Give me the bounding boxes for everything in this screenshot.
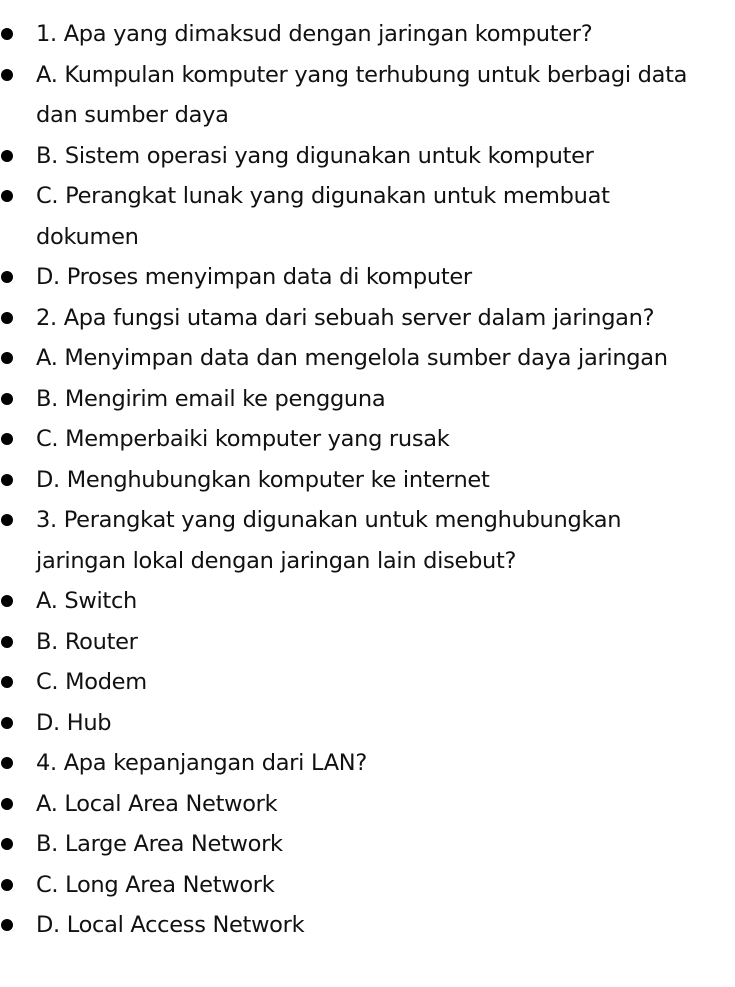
bullet-icon: [1, 798, 13, 810]
list-item: [0, 55, 735, 136]
bullet-icon: [1, 757, 13, 769]
list-item-text: C. Modem: [36, 669, 147, 695]
bullet-icon: [1, 595, 13, 607]
list-item-text: D. Hub: [36, 709, 112, 736]
bullet-icon: [1, 352, 13, 364]
list-item: [0, 905, 735, 946]
list-item: [0, 581, 735, 622]
bullet-icon: [1, 28, 13, 40]
list-item-text: A. Kumpulan komputer yang terhubung untuk berbagi data dan sumber daya: [36, 61, 688, 128]
list-item: [0, 865, 735, 906]
bullet-icon: [1, 879, 13, 891]
list-item-text: 2. Apa fungsi utama dari sebuah server dalam jaringan?: [36, 304, 655, 331]
list-item-text: B. Router: [36, 628, 138, 655]
list-item-text: D. Menghubungkan komputer ke internet: [36, 466, 490, 493]
list-item: [0, 379, 735, 420]
bullet-icon: [1, 69, 13, 81]
list-item: [0, 743, 735, 784]
list-item: [0, 784, 735, 825]
list-item-text: 1. Apa yang dimaksud dengan jaringan komputer?: [36, 21, 593, 47]
list-item: [0, 257, 735, 298]
list-item: [0, 460, 735, 501]
bullet-icon: [1, 393, 13, 405]
list-item-text: A. Switch: [36, 588, 137, 614]
bullet-icon: [1, 717, 13, 729]
list-item: [0, 622, 735, 663]
list-item: [0, 824, 735, 865]
list-item-text: B. Mengirim email ke pengguna: [36, 385, 386, 412]
list-item: [0, 136, 735, 177]
list-item: [0, 703, 735, 744]
bullet-icon: [1, 838, 13, 850]
bullet-icon: [1, 514, 13, 526]
list-item-text: 3. Perangkat yang digunakan untuk menghubungkan jaringan lokal dengan jaringan lain disebut?: [36, 507, 622, 574]
list-item-text: 4. Apa kepanjangan dari LAN?: [36, 750, 367, 776]
list-item-text: D. Local Access Network: [36, 912, 305, 938]
list-item: [0, 419, 735, 460]
bullet-icon: [1, 636, 13, 648]
bullet-icon: [1, 271, 13, 283]
list-item: [0, 176, 735, 257]
bullet-icon: [1, 433, 13, 445]
list-item: [0, 14, 735, 55]
list-item-text: C. Long Area Network: [36, 871, 275, 898]
list-item-text: B. Sistem operasi yang digunakan untuk komputer: [36, 142, 594, 169]
question-list: [0, 14, 735, 946]
list-item-text: B. Large Area Network: [36, 831, 283, 857]
bullet-icon: [1, 190, 13, 202]
list-item-text: C. Memperbaiki komputer yang rusak: [36, 426, 450, 452]
list-item: [0, 500, 735, 581]
list-item: [0, 338, 735, 379]
list-item-text: A. Local Area Network: [36, 790, 278, 817]
list-item: [0, 662, 735, 703]
list-item: [0, 298, 735, 339]
list-item-text: C. Perangkat lunak yang digunakan untuk membuat dokumen: [36, 183, 610, 250]
bullet-icon: [1, 919, 13, 931]
bullet-icon: [1, 676, 13, 688]
bullet-icon: [1, 150, 13, 162]
list-item-text: D. Proses menyimpan data di komputer: [36, 264, 472, 290]
bullet-icon: [1, 474, 13, 486]
list-item-text: A. Menyimpan data dan mengelola sumber daya jaringan: [36, 345, 668, 371]
bullet-icon: [1, 312, 13, 324]
